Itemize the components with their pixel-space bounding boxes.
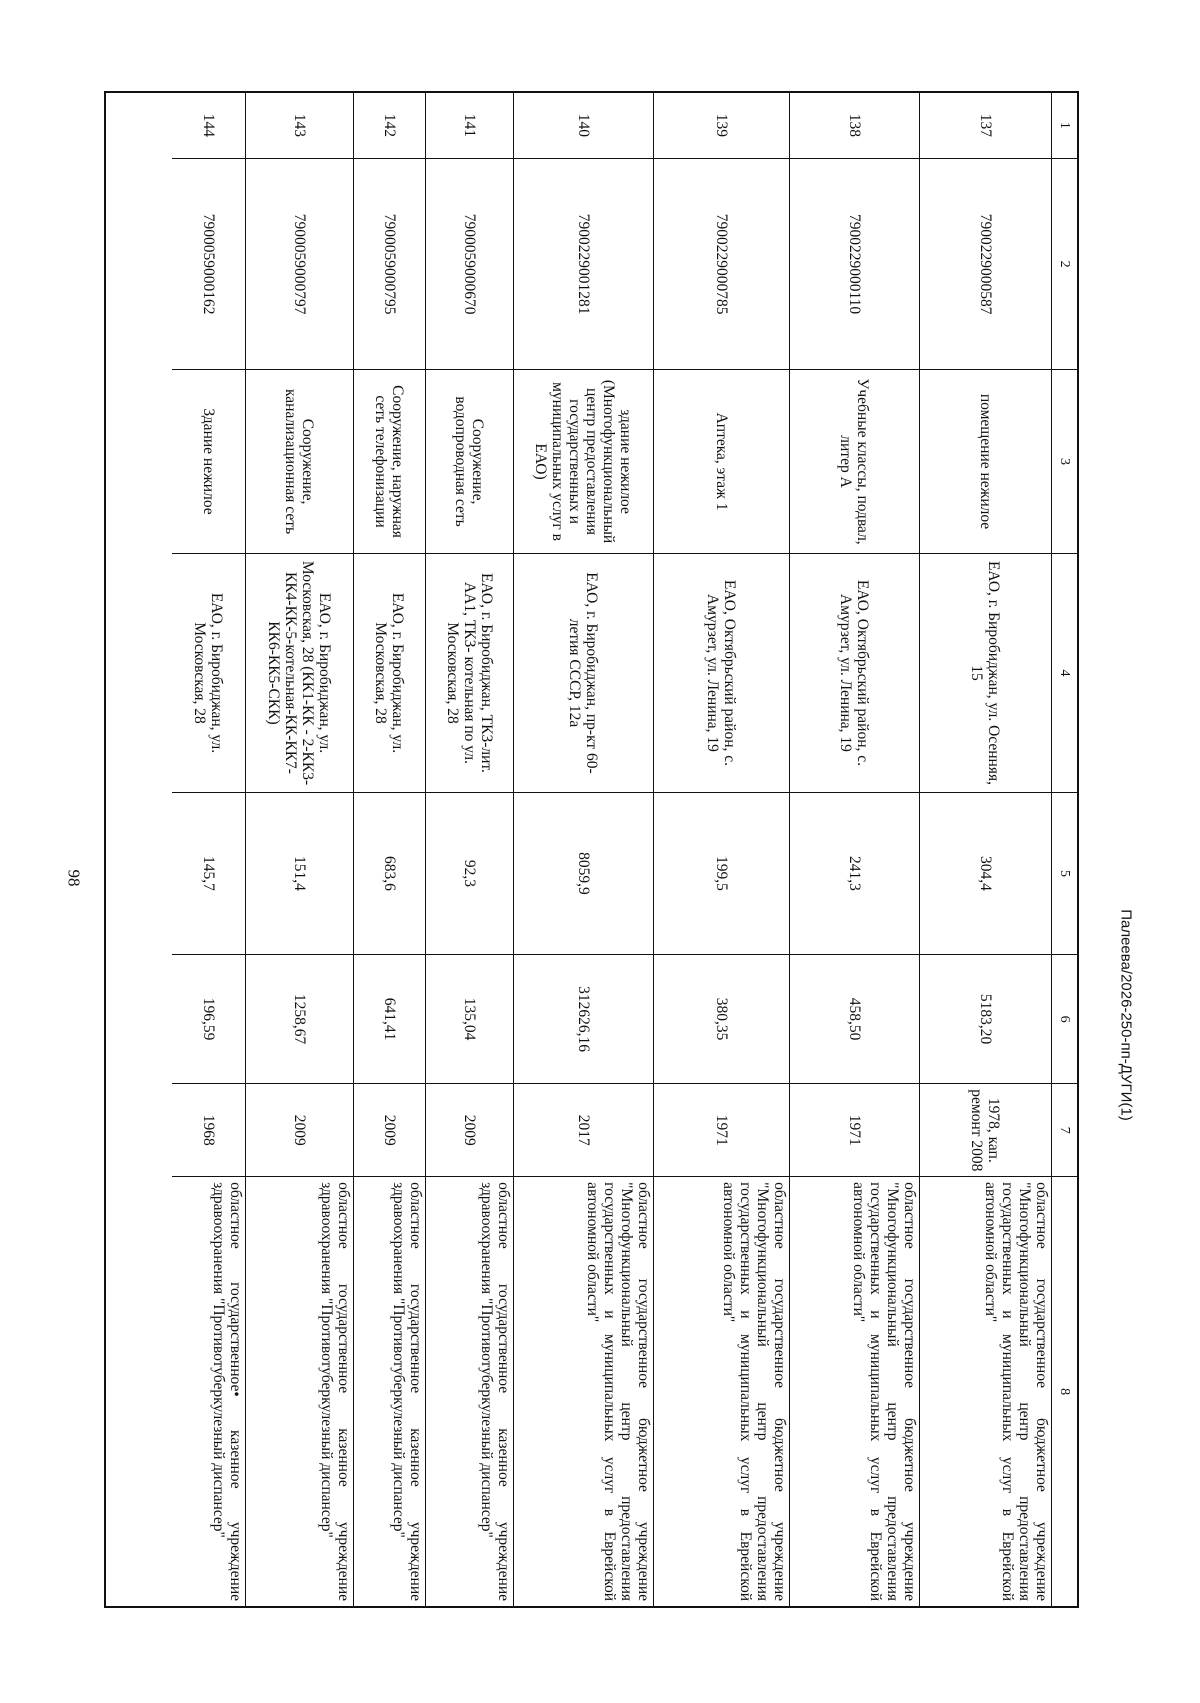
object-name: Сооружение, канализационная сеть (246, 370, 353, 554)
row-number: 137 (920, 93, 1051, 159)
header-cell: 3 (1052, 370, 1077, 554)
footer-code: Палеева/2026-250-пп-ДУГИ(1) (1117, 909, 1135, 1121)
object-name: Здание нежилое (172, 370, 245, 554)
object-year: 2009 (426, 1084, 513, 1177)
object-name: помещение нежилое (920, 370, 1051, 554)
header-cell: 7 (1052, 1084, 1077, 1177)
object-year: 1968 (172, 1084, 245, 1177)
row-number: 144 (172, 93, 245, 159)
object-year: 1971 (790, 1084, 919, 1177)
table-row (425, 93, 513, 1606)
object-year: 1971 (654, 1084, 789, 1177)
table-row (919, 93, 1051, 1606)
registry-number: 7900059000797 (246, 159, 353, 370)
property-table (104, 91, 1079, 1608)
row-number: 142 (354, 93, 425, 159)
object-area: 199,5 (654, 793, 789, 955)
registry-number: 7900059000795 (354, 159, 425, 370)
object-address: ЕАО, г. Биробиджан, ТКЗ-лит. АА1, ТКЗ- котельная по ул. Московская, 28 (426, 554, 513, 793)
object-address: ЕАО, Октябрьский район, с. Амурзет, ул. Ленина, 19 (654, 554, 789, 793)
table-header-row (1051, 93, 1077, 1606)
object-address: ЕАО, г. Биробиджан, ул. Осенняя, 15 (920, 554, 1051, 793)
holder-name: областное государственное казенное учреждение здравоохранения "Противотуберкулезный диспансер" (390, 1182, 424, 1602)
table-row (653, 93, 789, 1606)
object-name: Сооружение, наружная сеть телефонизации (354, 370, 425, 554)
header-cell: 8 (1057, 1388, 1072, 1396)
object-address: ЕАО, г. Биробиджан, пр-кт 60-летия СССР, 12а (514, 554, 653, 793)
object-value: 380,35 (654, 955, 789, 1085)
header-cell: 4 (1052, 554, 1077, 793)
holder-name: областное государственное бюджетное учреждение "Многофункциональный центр предоставления государственных и муниципальных услуг в Еврейской автономной области" (584, 1182, 652, 1602)
page-number: 98 (64, 869, 84, 887)
object-name: здание нежилое (Многофункциональный центр предоставления государственных и муниципальных услуг в ЕАО) (514, 370, 653, 554)
object-area: 304,4 (920, 793, 1051, 955)
header-cell: 6 (1052, 955, 1077, 1085)
registry-number: 7900229000110 (790, 159, 919, 370)
object-value: 135,04 (426, 955, 513, 1085)
object-area: 145,7 (172, 793, 245, 955)
row-number: 141 (426, 93, 513, 159)
table-row (172, 93, 245, 1606)
object-address: ЕАО, г. Биробиджан, ул. Московская, 28 (172, 554, 245, 793)
table-row (513, 93, 653, 1606)
registry-number: 7900229001281 (514, 159, 653, 370)
object-area: 8059,9 (514, 793, 653, 955)
header-cell: 1 (1052, 93, 1077, 159)
table-row (245, 93, 353, 1606)
object-area: 92,3 (426, 793, 513, 955)
table-row (353, 93, 425, 1606)
registry-number: 7900059000162 (172, 159, 245, 370)
object-area: 241,3 (790, 793, 919, 955)
object-year: 1978, кап. ремонт 2008 (920, 1084, 1051, 1177)
holder-name: областное государственное• казенное учреждение здравоохранения "Противотуберкулезный диспансер" (210, 1182, 244, 1602)
object-address: ЕАО, Октябрьский район, с. Амурзет, ул. Ленина, 19 (790, 554, 919, 793)
object-name: Сооружение, водопроводная сеть (426, 370, 513, 554)
holder-name: областное государственное бюджетное учреждение "Многофункциональный центр предоставления государственных и муниципальных услуг в Еврейской автономной области" (850, 1182, 918, 1602)
registry-number: 7900229000785 (654, 159, 789, 370)
holder-name: областное государственное казенное учреждение здравоохранения "Противотуберкулезный диспансер" (318, 1182, 352, 1602)
row-number: 139 (654, 93, 789, 159)
holder-name: областное государственное казенное учреждение здравоохранения "Противотуберкулезный диспансер" (478, 1182, 512, 1602)
row-number: 140 (514, 93, 653, 159)
object-address: ЕАО, г. Биробиджан, ул. Московская, 28 (КК1-КК - 2-КК3-КК4-КК-5-котельная-КК-КК7-КК6-КК5-СКК) (246, 554, 353, 793)
object-year: 2017 (514, 1084, 653, 1177)
object-value: 196,59 (172, 955, 245, 1085)
object-area: 151,4 (246, 793, 353, 955)
object-name: Учебные классы, подвал, литер А (790, 370, 919, 554)
registry-number: 7900229000587 (920, 159, 1051, 370)
holder-name: областное государственное бюджетное учреждение "Многофункциональный центр предоставления государственных и муниципальных услуг в Еврейской автономной области" (982, 1182, 1050, 1602)
row-number: 143 (246, 93, 353, 159)
header-cell: 2 (1052, 159, 1077, 370)
object-name: Аптека, этаж 1 (654, 370, 789, 554)
object-year: 2009 (246, 1084, 353, 1177)
object-area: 683,6 (354, 793, 425, 955)
holder-name: областное государственное бюджетное учреждение "Многофункциональный центр предоставления государственных и муниципальных услуг в Еврейской автономной области" (720, 1182, 788, 1602)
object-value: 458,50 (790, 955, 919, 1085)
row-number: 138 (790, 93, 919, 159)
object-value: 1258,67 (246, 955, 353, 1085)
object-value: 5183,20 (920, 955, 1051, 1085)
object-value: 641,41 (354, 955, 425, 1085)
object-address: ЕАО, г. Биробиджан, ул. Московская, 28 (354, 554, 425, 793)
object-value: 312626,16 (514, 955, 653, 1085)
header-cell: 5 (1052, 793, 1077, 955)
object-year: 2009 (354, 1084, 425, 1177)
table-row (789, 93, 919, 1606)
registry-number: 7900059000670 (426, 159, 513, 370)
